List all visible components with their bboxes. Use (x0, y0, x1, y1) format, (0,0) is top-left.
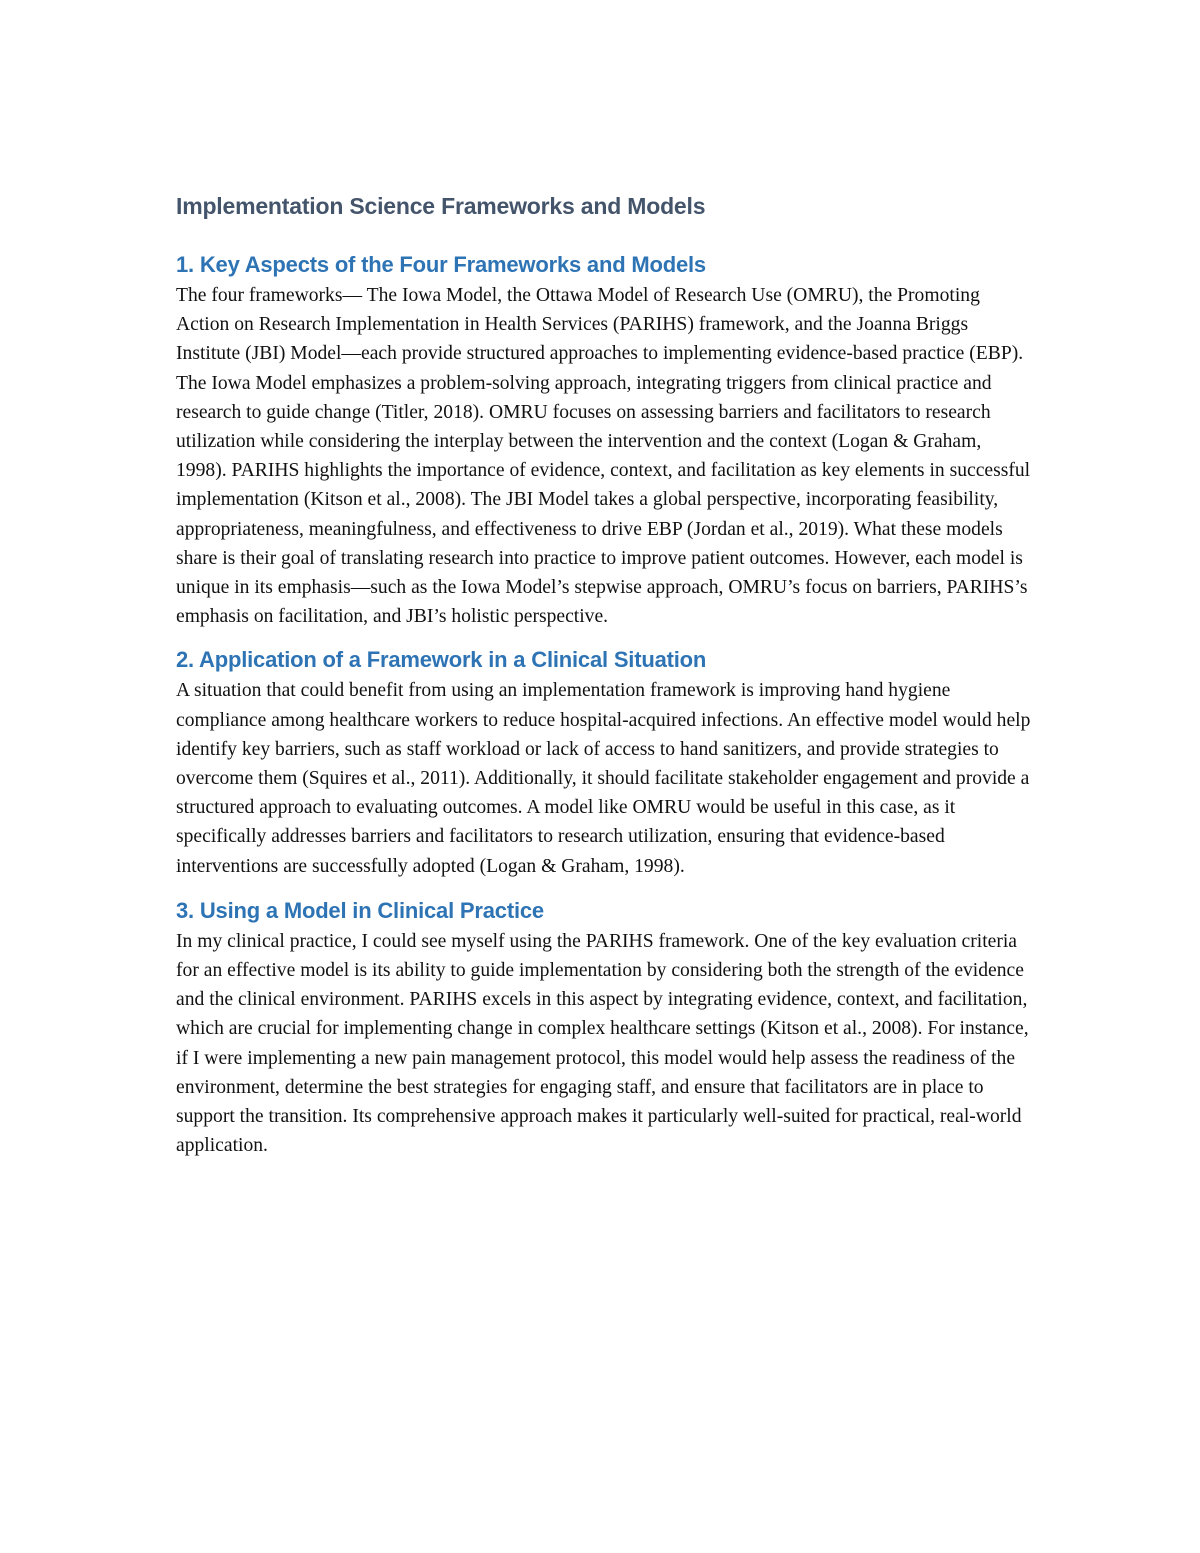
section-heading-application: 2. Application of a Framework in a Clinical Situation (176, 647, 707, 673)
section-heading-clinical-practice: 3. Using a Model in Clinical Practice (176, 897, 544, 923)
section-heading-key-aspects: 1. Key Aspects of the Four Frameworks and Models (176, 252, 706, 277)
document-title: Implementation Science Frameworks and Models (176, 193, 706, 219)
section-key-aspects (176, 249, 1036, 631)
section-clinical-practice (176, 895, 1036, 1161)
section-body-clinical-practice: In my clinical practice, I could see myself using the PARIHS framework. One of the key evaluation criteria for an effective model is its ability to guide implementation by considering both the strength of the evidence and the clinical environment. PARIHS excels in this aspect by integrating evidence, context, and facilitation, which are crucial for implementing change in complex healthcare settings (Kitson et al., 2008). For instance, if I were implementing a new pain management protocol, this model would help assess the readiness of the environment, determine the best strategies for engaging staff, and ensure that facilitators are in place to support the transition. Its comprehensive approach makes it particularly well-suited for practical, real-world application. (176, 930, 1029, 1157)
section-application (176, 644, 1036, 880)
section-body-application: A situation that could benefit from using an implementation framework is improving hand hygiene compliance among healthcare workers to reduce hospital-acquired infections. An effective model would help identify key barriers, such as staff workload or lack of access to hand sanitizers, and provide strategies to overcome them (Squires et al., 2011). Additionally, it should facilitate stakeholder engagement and provide a structured approach to evaluating outcomes. A model like OMRU would be useful in this case, as it specifically addresses barriers and facilitators to research utilization, ensuring that evidence-based interventions are successfully adopted (Logan & Graham, 1998). (176, 680, 1031, 877)
section-body-key-aspects: The four frameworks— The Iowa Model, the Ottawa Model of Research Use (OMRU), the Promoting Action on Research Implementation in Health Services (PARIHS) framework, and the Joanna Briggs Institute (JBI) Model—each provide structured approaches to implementing evidence-based practice (EBP). The Iowa Model emphasizes a problem-solving approach, integrating triggers from clinical practice and research to guide change (Titler, 2018). OMRU focuses on assessing barriers and facilitators to research utilization while considering the interplay between the intervention and the context (Logan & Graham, 1998). PARIHS highlights the importance of evidence, context, and facilitation as key elements in successful implementation (Kitson et al., 2008). The JBI Model takes a global perspective, incorporating feasibility, appropriateness, meaningfulness, and effectiveness to drive EBP (Jordan et al., 2019). What these models share is their goal of translating research into practice to improve patient outcomes. However, each model is unique in its emphasis—such as the Iowa Model’s stepwise approach, OMRU’s focus on barriers, PARIHS’s emphasis on facilitation, and JBI’s holistic perspective. (176, 285, 1031, 628)
document-page (176, 190, 1036, 1160)
